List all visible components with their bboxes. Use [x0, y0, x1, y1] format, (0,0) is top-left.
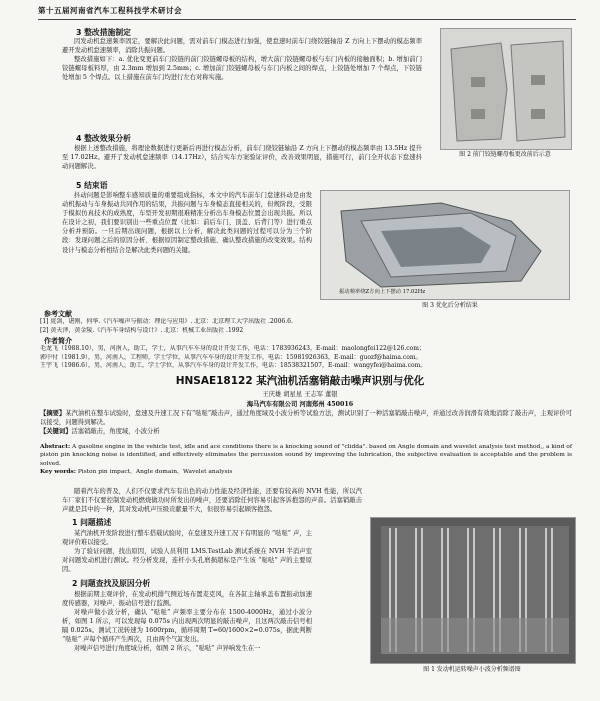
- section3-p1: 因发动机怠速频率固定，要解决此问题，需对前车门模态进行加强，使怠速时前车门绕铰链轴沿 Z 方向上下摆动的模态频率避开发动机怠速频率，消除共振问题。: [62, 38, 422, 55]
- intro-paragraph: 随着汽车的普及，人们不仅要求汽车有出色的动力性能及经济性能，还要有较高的 NVH 性能，所以汽车厂家们不仅要控制发动机燃烧做功时所发出的噪声，还要消除任何容易引起客诉抱怨的声音。活塞销敲击声就是其中的一种，其对发动机声压级贡献量不大，但很容易引起顾客抱怨。: [62, 488, 362, 514]
- intro-body: [62, 487, 566, 514]
- abstract-en: [40, 443, 572, 477]
- s2-p3: 对噪声信号进行角度域分析，如图 2 所示，“哒哒” 声异响发生在一: [74, 645, 261, 653]
- s1-p1: 某汽油机开发阶段进行整车搭载试验时，在怠速及升速工况下有明显的 “哒哒” 声，主观评价难以接受。: [62, 530, 312, 547]
- running-header-title: 第十五届河南省汽车工程科技学术研讨会: [38, 6, 182, 15]
- figure2-photo: [440, 28, 572, 150]
- running-header: [0, 0, 600, 22]
- section5-heading: 5 结束语: [76, 181, 108, 190]
- figure1-drawing: [371, 518, 575, 663]
- abstract-cn: [40, 409, 572, 437]
- article-authors: 王庆雄 胡星星 王志军 董银: [262, 391, 338, 398]
- header-rule: [38, 19, 576, 20]
- article-affiliation: 海马汽车有限公司 河南郑州 450016: [246, 401, 354, 408]
- section4-body: [62, 144, 422, 171]
- s2-p2: 对噪声做小波分析，确认 “哒哒” 声频率主要分布在 1500-4000Hz，通过小波分析，如图 1 所示，可以发现每 0.075s 内出现两次明显的敲击噪声，且这两次敲击信号相隔 0.025s。测试工况转速为 1600rpm，循环周期 T=60/1600×2=0.075s，据此判断 “哒哒” 声每个循环产生两次，且由两个气缸发出。: [62, 608, 312, 644]
- section5-body: [62, 191, 312, 255]
- article-column-left: [62, 514, 312, 653]
- figure2-caption: 图 2 前门铰链螺母板更改前后示意: [459, 151, 551, 158]
- author-info-list: [40, 345, 572, 371]
- reference-item: [1] 庞剑，谌刚，何华.《汽车噪声与振动：理论与应用》. 北京：北京理工大学出版社 .2006.6.: [40, 318, 293, 325]
- figure3-caption: 图 3 优化后分析结果: [422, 302, 478, 309]
- author-info-item: 郭中付（1981.9），男，河南人，工程师，学士学位，从事汽车车身的设计开发工作，电话：15981926363，E-mail：guozf@haima.com。: [40, 353, 422, 361]
- s2-heading: 2 问题查找及原因分析: [72, 578, 151, 588]
- abstract-label: 【摘要】: [40, 410, 66, 417]
- abstract-en-label: Abstract:: [40, 443, 71, 450]
- section4-p1: 根据上述整改措施，将理论数据进行更新后再进行模态分析，前车门绕铰链轴沿 Z 方向上下摆动的模态频率由 13.5Hz 提升至 17.02Hz。避开了发动机怠速频率（14.17Hz），结合实车方案验证评价，改善效果明显，措施可行，前门全开状态下怠速抖动问题解决。: [62, 145, 422, 171]
- section3-p2: 整改措施如下：a. 优化变更前车门铰链的前门铰链螺母板的结构，增大前门铰链螺母板与车门内板的接触面积；b. 增加前门铰链螺母板料厚，由 2.3mm 增加到 2.5mm；c. 增加前门铰链螺母板与车门内板之间的焊点，上铰链处增加 7 个焊点，下铰链处增加 5 个焊点。以上措施在前车门均进行左右对称实施。: [62, 56, 422, 82]
- figure3-plot: [320, 190, 570, 300]
- keywords-label: 【关键词】: [40, 428, 72, 436]
- figure3-drawing: [321, 191, 569, 299]
- author-info-item: 王宇飞（1986.6），男，河南人，助工，学士学位，从事汽车车身的设计开发工作，电话：18538321507，E-mail：wangyfei@haima.com。: [40, 362, 427, 370]
- s1-p2: 为了验证问题，找出原因，试验人员利用 LMS.TestLab 测试系统在 NVH 半消声室对问题发动机进行测试。经分析发现，连杆小头孔磨损超标是产生该 “哒哒” 声的主要原因。: [62, 548, 312, 574]
- keywords-text: 活塞销敲击，角度域，小波分析: [71, 428, 160, 436]
- article-title: HNSAE18122 某汽油机活塞销敲击噪声识别与优化: [175, 375, 425, 387]
- references-list: [40, 318, 572, 335]
- figure3-inner-label: 振动频率绕Z方向上下摆动 17.02Hz: [339, 289, 426, 295]
- figure2-drawing: [441, 29, 571, 149]
- abstract-text: 某汽油机在整车试验时，怠速及升速工况下有“哒哒”敲击声，通过角度域及小波分析等试验方法，测试识别了一种活塞销敲击噪声，并通过改善润滑有效地消除了敲击声，主观评价可以接受，问题得到解决。: [40, 410, 572, 427]
- references-heading: 参考文献: [44, 310, 72, 318]
- abstract-en-text: A gasoline engine in the vehicle test, idle and ace conditions there is a knocking sound of "clidda". based on Angle domain and wavelet analysis test method,, a kind of piston pin knocking noise is identified, and effectively eliminates the percussion sound by improving the lubrication, the subjective evaluation is acceptable and the problem is solved.: [40, 444, 572, 467]
- figure1-caption: 图 1 发动机运转噪声小波分析频谱图: [423, 666, 521, 673]
- figure1-spectrogram: [370, 517, 576, 664]
- author-info-heading: 作者简介: [44, 337, 72, 345]
- section3-body: [62, 37, 422, 82]
- author-info-item: 毛龙飞（1988.10），男，河南人，助工，学士，从事汽车车身的设计开发工作，电话：1783936243，E-mail：maolongfei122@126.com；: [40, 345, 425, 352]
- section3-heading: 3 整改措施制定: [76, 28, 131, 37]
- s1-heading: 1 问题描述: [72, 518, 112, 527]
- keywords-en-text: Piston pin impact，Angle domain，Wavelet analysis: [77, 469, 233, 476]
- s2-p1: 根据前期主观评价，在发动机排气侧近场布置麦克风，在各缸主轴承盖布置振动加速度传感器，对噪声、振动信号进行监测。: [62, 590, 312, 607]
- reference-item: [2] 黄天泽，黄金陵.《汽车车身结构与设计》. 北京：机械工业出版社 .1992: [40, 326, 244, 334]
- keywords-en-label: Key words:: [40, 468, 76, 476]
- section4-heading: 4 整改效果分析: [76, 134, 131, 143]
- section5-p1: 抖动问题是影响整车感知质量的重要组成指标，本文中的汽车前车门怠速抖动是由发动机振动与车身振动共同作用的结果，共振问题与车身模态直接相关的，但规阶段，受限于模拟仿真技术的成熟度，车型开发初期很难精准分析出车身模态位置会出现共振。所以在设计之初，我们要识别出一些重点位置（比如：前后车门、顶盖、后背门等）进行重点分析并预防。一旦后期出现问题，根据以上分析，解决此类问题的过程可以分为三个阶段：发现问题之后的原因分析、根据原因制定整改措施、确认整改措施的改变效果。结构设计与模态分析相结合是解决此类问题的关键。: [62, 192, 312, 254]
